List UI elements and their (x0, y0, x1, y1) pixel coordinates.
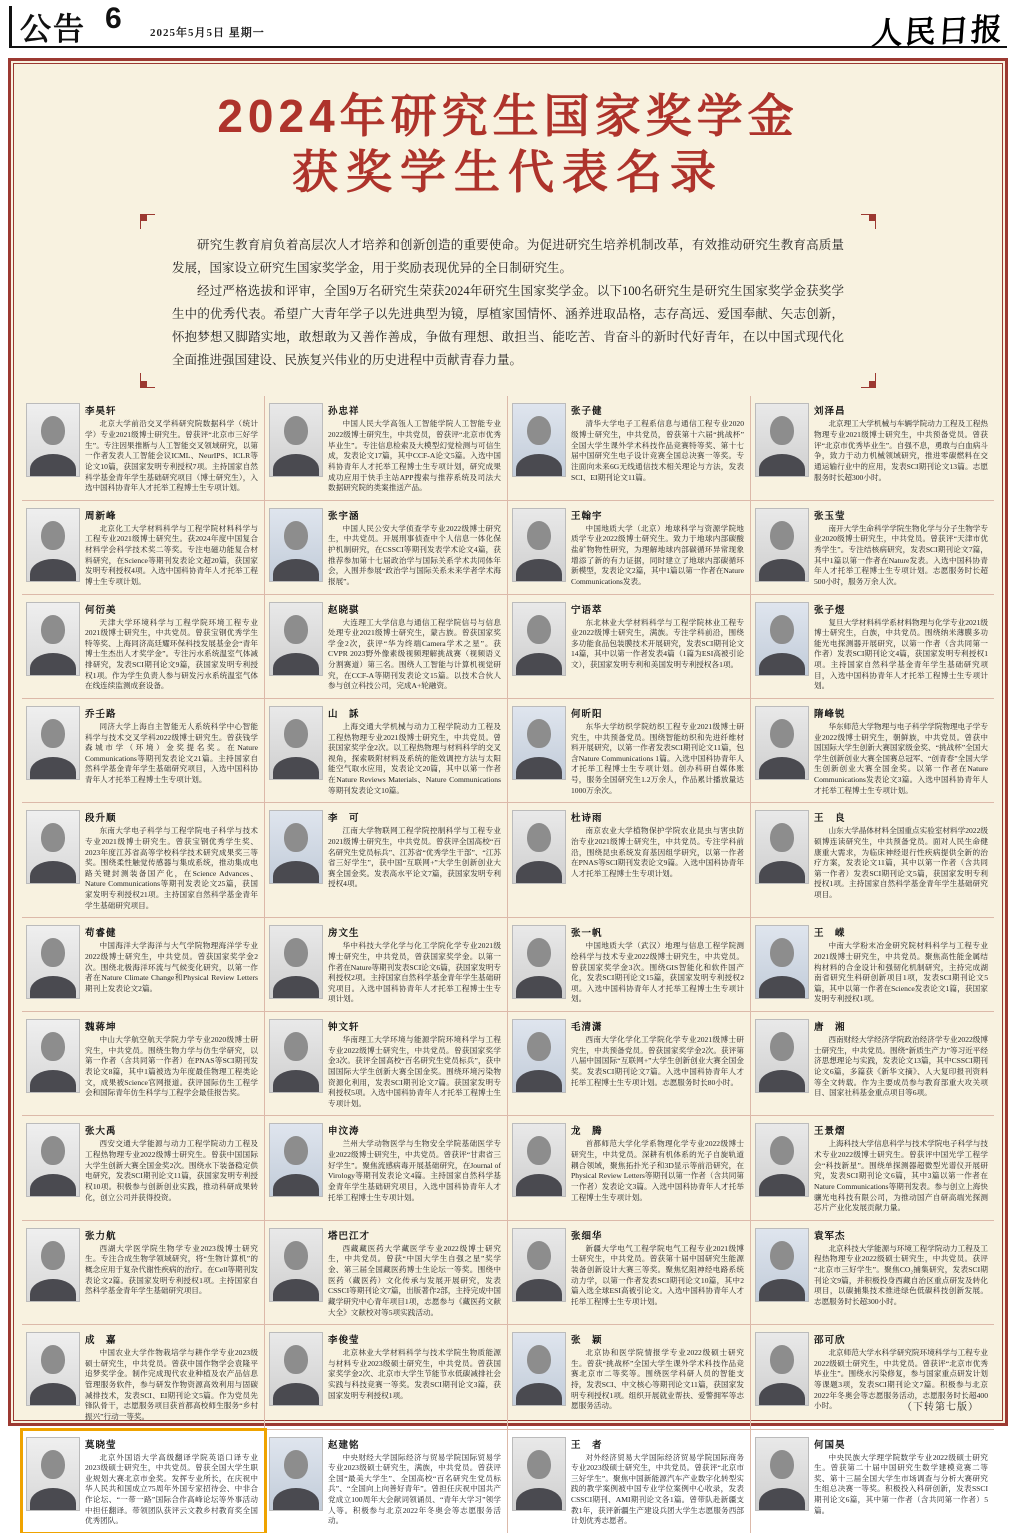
student-photo (512, 1019, 566, 1093)
student-bio: 北京理工大学机械与车辆学院动力工程及工程热物理专业2021级博士研究生，中共预备党员。曾获评“北京市优秀毕业生”。自强不息，勇敢与白血病斗争，致力于动力机械领域研究，推进零碳燃料在交通运输行业中的应用，发表SCI期刊论文13篇。志愿服务时长超300小时。 (814, 419, 988, 482)
portrait-silhouette-icon (30, 861, 76, 884)
corner-ornament-icon (140, 370, 158, 388)
student-bio: 中国人民大学高瓴人工智能学院人工智能专业2022级博士研究生，中共党员，曾获评“北京市优秀毕业生”。专注信息检索及大模型幻觉检测与可信生成，发表论文17篇，其中CCF-A论文5篇。入选中国科协青年人才托举工程博士生专项计划，研究成果成功应用于快手主站APP搜索与推荐系统及司法大数据研究院的类案推送产品。 (328, 419, 501, 493)
student-entry (22, 918, 265, 1012)
portrait-silhouette-icon (527, 1136, 551, 1165)
portrait-silhouette-icon (273, 559, 319, 582)
student-photo (512, 1123, 566, 1197)
page-title (11, 89, 1005, 202)
student-name: 钟文轩 (328, 1022, 360, 1034)
student-entry (22, 595, 265, 699)
portrait-silhouette-icon (273, 454, 319, 477)
student-bio: 华中科技大学化学与化工学院化学专业2021级博士研究生，中共党员，曾获国家奖学金。以第一作者在Nature等期刊发表SCI论文6篇，获国家发明专利授权2项。主持国家自然科学基金青年学生基础研究项目。入选中国科协青年人才托举工程博士生专项计划。 (328, 941, 501, 1004)
student-entry (751, 699, 994, 803)
student-entry (22, 501, 265, 595)
portrait-silhouette-icon (527, 521, 551, 550)
student-name: 袁军杰 (814, 1230, 846, 1242)
student-name: 刘泽昌 (814, 406, 846, 418)
portrait-silhouette-icon (284, 1450, 308, 1479)
portrait-silhouette-icon (527, 1032, 551, 1061)
student-photo (269, 1437, 323, 1511)
portrait-silhouette-icon (41, 938, 65, 967)
portrait-silhouette-icon (273, 861, 319, 884)
header-bottom-rule (9, 46, 1007, 48)
portrait-silhouette-icon (273, 1174, 319, 1197)
student-name: 山 訸 (328, 708, 360, 720)
portrait-silhouette-icon (759, 1383, 805, 1406)
student-name: 莫晓莹 (85, 1439, 117, 1451)
student-name: 魏蒋坤 (85, 1022, 117, 1034)
portrait-silhouette-icon (759, 454, 805, 477)
student-bio: 西湖大学医学院生物学专业2023级博士研究生。专注合成生物学领域研究，将“生物计算机”的概念应用于复杂代谢性疾病的治疗。在Cell等期刊发表论文2篇。获国家发明专利授权1项。主持国家自然科学基金青年学生基础研究项目。 (85, 1243, 258, 1296)
student-entry (508, 501, 751, 595)
portrait-silhouette-icon (284, 719, 308, 748)
student-photo (26, 1437, 80, 1511)
student-entry (751, 1116, 994, 1220)
portrait-silhouette-icon (30, 976, 76, 999)
portrait-silhouette-icon (41, 1450, 65, 1479)
student-entry (508, 699, 751, 803)
student-bio: 西南财经大学经济学院政治经济学专业2022级博士研究生，中共党员。围绕“新质生产力”等习近平经济思想理论与实践，发表论文13篇，其中CSSCI期刊论文6篇，多篇获《新华文摘》、人大复印报刊资料等全文转载。作为主要成员参与教育部重大攻关项目、国家社科基金重点项目等6项。 (814, 1035, 988, 1098)
student-photo (512, 508, 566, 582)
student-bio: 同济大学上海自主智能无人系统科学中心智能科学与技术交叉学科2022级博士研究生。曾获钱学森城市学（环境）金奖提名奖。在Nature Communications等期刊发表论文21篇。主持国家自然科学基金青年学生基础研究项目，入选中国科协青年人才托举工程博士生专项计划。 (85, 721, 258, 785)
student-bio: 北京外国语大学高级翻译学院英语口译专业2023级硕士研究生，中共党员。曾获全国大学生职业规划大赛北京市金奖。发挥专业所长，在庆祝中华人民共和国成立75周年外国专家招待会、中非合作论坛、“一带一路”国际合作高峰论坛等外事活动中担任翻译。带领团队获评云文教乡村教育奖全国优秀团队。 (85, 1452, 258, 1526)
student-photo (26, 1228, 80, 1302)
portrait-silhouette-icon (770, 1032, 794, 1061)
student-entry (751, 1430, 994, 1533)
student-entry (751, 1221, 994, 1325)
portrait-silhouette-icon (30, 1279, 76, 1302)
portrait-silhouette-icon (770, 823, 794, 852)
portrait-silhouette-icon (770, 615, 794, 644)
student-photo (269, 1123, 323, 1197)
portrait-silhouette-icon (770, 416, 794, 445)
student-name: 唐 湘 (814, 1022, 846, 1034)
portrait-silhouette-icon (41, 823, 65, 852)
student-bio: 首都师范大学化学系物理化学专业2022级博士研究生，中共党员。深耕有机体系的光子自旋轨道耦合领域，聚焦拓扑光子和3D显示等前沿研究，在Physical Review Letters等期刊以第一作者（含共同第一作者）发表论文3篇。入选中国科协青年人才托举工程博士生专项计划。 (571, 1139, 744, 1202)
student-entry (751, 803, 994, 918)
portrait-silhouette-icon (41, 615, 65, 644)
announcement-frame (8, 58, 1008, 1526)
portrait-silhouette-icon (284, 416, 308, 445)
portrait-silhouette-icon (273, 1070, 319, 1093)
student-bio: 华南理工大学环境与能源学院环境科学与工程专业2022级博士研究生，中共党员。曾获国家奖学金3次。获评全国高校“百名研究生党员标兵”，获中国国际大学生创新大赛全国金奖。围绕环境污染物资源化利用，发表SCI期刊论文7篇。获国家发明专利授权5项。入选中国科协青年人才托举工程博士生专项计划。 (328, 1035, 501, 1108)
portrait-silhouette-icon (273, 1488, 319, 1511)
portrait-silhouette-icon (770, 1136, 794, 1165)
student-photo (512, 810, 566, 884)
student-photo (269, 925, 323, 999)
student-photo (755, 1228, 809, 1302)
student-name: 王 良 (814, 813, 846, 825)
header-left-rule (9, 6, 12, 46)
student-entry (508, 803, 751, 918)
student-entry (508, 595, 751, 699)
student-photo (755, 925, 809, 999)
student-bio: 中国地质大学（武汉）地理与信息工程学院测绘科学与技术专业2022级博士研究生，中共党员。曾获国家奖学金3次。围绕GIS智能化和软件国产化，发表SCI期刊论文15篇，获国家发明专利授权2项。入选中国科协青年人才托举工程博士生专项计划。 (571, 941, 744, 1004)
student-bio: 中山大学航空航天学院力学专业2020级博士研究生，中共党员。围绕生物力学与仿生学研究，以第一作者（含共同第一作者）在PNAS等SCI期刊发表论文8篇，其中1篇被选为年度最佳物理工程类论文，成果被Science官网报道。获评国际仿生工程学会和国际青年仿生科学与工程学会最佳报告奖。 (85, 1035, 258, 1098)
portrait-silhouette-icon (41, 1136, 65, 1165)
portrait-silhouette-icon (273, 757, 319, 780)
student-entry (508, 1430, 751, 1533)
student-entry (265, 918, 508, 1012)
student-entry (265, 501, 508, 595)
student-name: 成 嘉 (85, 1335, 117, 1347)
student-photo (26, 1019, 80, 1093)
portrait-silhouette-icon (516, 1488, 562, 1511)
portrait-silhouette-icon (516, 861, 562, 884)
student-entry (751, 595, 994, 699)
portrait-silhouette-icon (770, 938, 794, 967)
portrait-silhouette-icon (759, 976, 805, 999)
portrait-silhouette-icon (284, 1241, 308, 1270)
portrait-silhouette-icon (527, 719, 551, 748)
portrait-silhouette-icon (759, 757, 805, 780)
student-photo (269, 706, 323, 780)
student-photo (755, 1019, 809, 1093)
student-bio: 山东大学晶体材料全国重点实验室材料学2022级硕博连读研究生，中共预备党员。面对人民生命健康重大需求，为临床神经退行性疾病提供全新的治疗方案，发表论文11篇，其中以第一作者（含共同第一作者）发表SCI期刊论文5篇，获国家发明专利授权1项。主持国家自然科学基金青年学生基础研究项目。 (814, 826, 988, 900)
student-bio: 上海交通大学机械与动力工程学院动力工程及工程热物理专业2021级博士研究生，中共党员。曾获国家奖学金2次。以工程热物理与材料科学的交叉视角，探索吸附材料及系统的能效调控方法与太阳能空气取水应用，发表论文20篇，其中以第一作者在Nature Reviews Materials、Nature Communications等期刊发表论文10篇。 (328, 721, 501, 795)
portrait-silhouette-icon (41, 1241, 65, 1270)
portrait-silhouette-icon (30, 559, 76, 582)
portrait-silhouette-icon (284, 615, 308, 644)
portrait-silhouette-icon (284, 521, 308, 550)
student-entry (22, 396, 265, 500)
student-entry (265, 699, 508, 803)
student-name: 王 者 (571, 1439, 603, 1451)
student-name: 宁语萃 (571, 604, 603, 616)
student-bio: 中央民族大学理学院数学专业2022级硕士研究生。曾获第二十届中国研究生数学建模竞赛二等奖、第十三届全国大学生市场调查与分析大赛研究生组总决赛一等奖。积极投入科研创新，发表SSCI期刊论文6篇，其中第一作者（含共同第一作者）5篇。 (814, 1452, 988, 1515)
portrait-silhouette-icon (41, 1345, 65, 1374)
student-entry (751, 1325, 994, 1429)
date-line: 2025年5月5日 星期一 (150, 27, 265, 39)
student-bio: 西南大学化学化工学院化学专业2021级博士研究生，中共预备党员。曾获国家奖学金2次。获评第八届中国国际“互联网+”大学生创新创业大赛全国金奖。发表SCI期刊论文7篇。入选中国科协青年人才托举工程博士生专项计划。志愿服务时长80小时。 (571, 1035, 744, 1087)
student-photo (755, 1437, 809, 1511)
student-photo (26, 602, 80, 676)
section-label: 公告 (20, 12, 86, 47)
portrait-silhouette-icon (759, 653, 805, 676)
student-name: 李 可 (328, 813, 360, 825)
portrait-silhouette-icon (516, 976, 562, 999)
student-bio: 中国农业大学作物栽培学与耕作学专业2023级硕士研究生，中共党员。曾获中国作物学会袁隆平追梦奖学金。制作完成现代农业种植及农产品信息管理服务软件，参与研发作物资源高效利用与固碳减排技术，发表SCI、EI期刊论文5篇。作为党员先锋队骨干，志愿服务项目获首都高校师生服务“乡村振兴”行动一等奖。 (85, 1348, 258, 1421)
student-photo (26, 1332, 80, 1406)
portrait-silhouette-icon (30, 1174, 76, 1197)
portrait-silhouette-icon (527, 1345, 551, 1374)
portrait-silhouette-icon (770, 1241, 794, 1270)
student-bio: 西安交通大学能源与动力工程学院动力工程及工程热物理专业2022级博士研究生。曾获中国国际大学生创新大赛全国金奖2次。围绕水下装备稳定供电研究，发表SCI期刊论文11篇，获国家发明专利授权10项。积极参与创新创业实践，推动科研成果转化，创立公司并获得投资。 (85, 1139, 258, 1202)
entries-grid (22, 396, 994, 1533)
portrait-silhouette-icon (284, 1136, 308, 1165)
student-bio: 西藏藏医药大学藏医学专业2022级博士研究生，中共党员。曾获“中国大学生自强之星”奖学金、第三届全国藏医药博士生论坛一等奖。围绕中医药（藏医药）文化传承与发展开展研究，发表CSSCI等期刊论文7篇，出版著作2部，主持完成中国藏学研究中心青年项目1项，志愿参与《藏医药文献大全》文献校对等5项实践活动。 (328, 1243, 501, 1317)
student-name: 何昕阳 (571, 708, 603, 720)
title-line-1: 2024年研究生国家奖学金 (217, 90, 799, 142)
student-entry (22, 1221, 265, 1325)
portrait-silhouette-icon (284, 823, 308, 852)
student-name: 张大禹 (85, 1126, 117, 1138)
student-name: 房文生 (328, 928, 360, 940)
student-entry (22, 1430, 265, 1533)
student-name: 孙忠祥 (328, 406, 360, 418)
student-bio: 清华大学电子工程系信息与通信工程专业2020级博士研究生，中共党员，曾获第十六届“挑战杯”全国大学生课外学术科技作品竞赛特等奖、第十七届中国研究生电子设计竞赛全国总决赛一等奖。专注面向未来6G无线通信技术相关理论与方法，发表SCI、EI期刊论文11篇。 (571, 419, 744, 482)
portrait-silhouette-icon (759, 861, 805, 884)
student-photo (755, 403, 809, 477)
portrait-silhouette-icon (527, 823, 551, 852)
corner-ornament-icon (858, 370, 876, 388)
student-name: 张力航 (85, 1230, 117, 1242)
portrait-silhouette-icon (273, 976, 319, 999)
masthead-logo: 人民日报 (870, 11, 1006, 52)
student-entry (508, 1012, 751, 1116)
student-entry (22, 803, 265, 918)
student-photo (512, 1437, 566, 1511)
student-name: 何国昊 (814, 1439, 846, 1451)
portrait-silhouette-icon (41, 521, 65, 550)
student-name: 何衍美 (85, 604, 117, 616)
student-photo (269, 810, 323, 884)
portrait-silhouette-icon (527, 615, 551, 644)
portrait-silhouette-icon (516, 1070, 562, 1093)
student-name: 张子煜 (814, 604, 846, 616)
student-photo (512, 706, 566, 780)
portrait-silhouette-icon (30, 757, 76, 780)
student-entry (265, 1221, 508, 1325)
student-name: 乔壬路 (85, 708, 117, 720)
student-name: 段升顺 (85, 813, 117, 825)
student-entry (265, 803, 508, 918)
portrait-silhouette-icon (527, 416, 551, 445)
student-bio: 大连理工大学信息与通信工程学院信号与信息处理专业2021级博士研究生，蒙古族。曾获国家奖学金2次，获评“华为终端Camera学术之星”。获CVPR 2023野外像素级视频理解挑战赛（视频语义分割赛道）第三名。围绕人工智能与计算机视觉研究，在CCF-A等期刊发表论文15篇。以技术合伙人参与创立科技公司，完成A+轮融资。 (328, 617, 501, 691)
student-bio: 天津大学环境科学与工程学院环境工程专业2021级博士研究生，中共党员。曾获宝钢优秀学生特等奖、上海同济高廷耀环保科技发展基金会“青年博士生杰出人才奖学金”。专注污水系统温室气体减排研究，发表SCI期刊论文9篇，获国家发明专利授权1项。作为学生负责人参与研发污水系统温室气体在线连续监测成套设备。 (85, 617, 258, 691)
student-entry (265, 396, 508, 500)
portrait-silhouette-icon (30, 1488, 76, 1511)
portrait-silhouette-icon (284, 1345, 308, 1374)
student-name: 龙 腾 (571, 1126, 603, 1138)
portrait-silhouette-icon (30, 454, 76, 477)
student-entry (508, 918, 751, 1012)
student-bio: 中国人民公安大学侦查学专业2022级博士研究生，中共党员。开展刑事侦查中个人信息一体化保护机制研究，在CSSCI等期刊发表学术论文4篇，获推荐参加第十七届政治学与国际关系学术共同体年会，入围并参展“政治学与国际关系未来学者学术海报展”。 (328, 523, 501, 586)
student-photo (269, 1228, 323, 1302)
student-entry (751, 1012, 994, 1116)
portrait-silhouette-icon (759, 559, 805, 582)
student-photo (26, 403, 80, 477)
student-photo (755, 1123, 809, 1197)
student-name: 杜诗雨 (571, 813, 603, 825)
portrait-silhouette-icon (770, 1450, 794, 1479)
portrait-silhouette-icon (770, 719, 794, 748)
student-entry (508, 1221, 751, 1325)
student-entry (265, 1325, 508, 1429)
student-photo (269, 508, 323, 582)
student-bio: 南开大学生命科学学院生物化学与分子生物学专业2020级博士研究生，中共党员。曾获评“天津市优秀学生”。专注结核病研究，发表SCI期刊论文7篇，其中1篇以第一作者在Nature发表。入选中国科协青年人才托举工程博士生专项计划。志愿服务时长超500小时，服务万余人次。 (814, 523, 988, 586)
student-name: 张玉莹 (814, 510, 846, 522)
student-name: 邵可欣 (814, 1335, 846, 1347)
portrait-silhouette-icon (516, 454, 562, 477)
student-entry (751, 918, 994, 1012)
student-bio: 上海科技大学信息科学与技术学院电子科学与技术专业2022级博士研究生。曾获评中国光学工程学会“科技新星”。围绕单探测器超微型光谱仪开展研究，发表SCI期刊论文6篇，其中3篇以第一作者在Nature Communications等期刊发表。参与创立上海快骧光电科技有限公司，为推动国产自研高端光探测芯片产业化发展贡献力量。 (814, 1139, 988, 1213)
student-name: 张一帆 (571, 928, 603, 940)
portrait-silhouette-icon (527, 1241, 551, 1270)
student-bio: 东南大学电子科学与工程学院电子科学与技术专业2021级博士研究生。曾获宝钢优秀学生奖、2023年度江苏省高等学校科学技术研究成果奖三等奖。围绕柔性触觉传感器与集成系统，推动集成电路关键封测装备国产化，在Science Advances、Nature Communications等期刊发表论文25篇，获国家发明专利授权21项。主持国家自然科学基金青年学生基础研究项目。 (85, 826, 258, 910)
portrait-silhouette-icon (516, 1383, 562, 1406)
student-photo (269, 1332, 323, 1406)
student-bio: 北京化工大学材料科学与工程学院材料科学与工程专业2021级博士研究生。获2024年度中国复合材料学会科学技术奖二等奖。专注电磁功能复合材料研究，在Science等期刊发表论文超20篇，获国家发明专利授权4项。入选中国科协青年人才托举工程博士生专项计划。 (85, 523, 258, 586)
portrait-silhouette-icon (516, 559, 562, 582)
student-bio: 江南大学物联网工程学院控制科学与工程专业2021级博士研究生，中共党员。曾获评全国高校“百名研究生党员标兵”、江苏省“优秀学生干部”、“江苏省三好学生”，获中国“互联网+”大学生创新创业大赛全国金奖。发表高水平论文7篇，获国家发明专利授权4项。 (328, 826, 501, 889)
student-photo (755, 1332, 809, 1406)
student-bio: 对外经济贸易大学国际经济贸易学院国际商务专业2023级硕士研究生，中共党员。曾获评“北京市三好学生”。聚焦中国新能源汽车产业数字化转型实践的教学案例被中国专业学位案例中心收录，发表CSSCI期刊、AMI期刊论文各1篇。曾带队赴新疆支教1年，获评新疆生产建设兵团大学生志愿服务西部计划优秀志愿者。 (571, 1452, 744, 1526)
portrait-silhouette-icon (516, 1279, 562, 1302)
student-name: 张细华 (571, 1230, 603, 1242)
portrait-silhouette-icon (284, 938, 308, 967)
portrait-silhouette-icon (516, 1174, 562, 1197)
student-name: 李俊莹 (328, 1335, 360, 1347)
student-photo (755, 706, 809, 780)
student-bio: 东北林业大学材料科学与工程学院林业工程专业2022级博士研究生，满族。专注学科前沿，围绕多功能食品包装膜技术开展研究，发表SCI期刊论文14篇，其中以第一作者发表4篇（1篇为ESI高被引论文），获国家发明专利和美国发明专利授权各1项。 (571, 617, 744, 670)
page-header (0, 0, 1016, 52)
page-number: 6 (105, 2, 122, 35)
student-bio: 北京林业大学材料科学与技术学院生物质能源与材料专业2023级硕士研究生，中共党员。曾获国家奖学金2次、北京市大学生节能节水低碳减排社会实践与科技竞赛一等奖。发表SCI期刊论文3篇，获国家发明专利授权1项。 (328, 1348, 501, 1400)
student-photo (269, 1019, 323, 1093)
student-bio: 北京大学前沿交叉学科研究院数据科学（统计学）专业2021级博士研究生。曾获评“北京市三好学生”。专注因果推断与人工智能交叉领域研究，以第一作者发表人工智能会议ICML、NeurIPS、ICLR等论文10篇，获国家发明专利授权7项。主持国家自然科学基金青年学生基础研究项目（博士研究生），入选中国科协青年人才托举工程博士生专项计划。 (85, 419, 258, 493)
student-bio: 北京科技大学能源与环境工程学院动力工程及工程热物理专业2022级硕士研究生，中共党员。获评“北京市三好学生”。聚焦CO₂捕集研究，发表SCI期刊论文9篇，并积极投身西藏自治区重点研发及转化项目，以碳捕集技术推进绿色低碳科技创新发展。志愿服务时长超300小时。 (814, 1243, 988, 1306)
student-name: 李昊轩 (85, 406, 117, 418)
corner-ornament-icon (140, 214, 158, 232)
student-name: 毛清潇 (571, 1022, 603, 1034)
student-bio: 新疆大学电气工程学院电气工程专业2021级博士研究生，中共党员。曾获第十届中国研究生能源装备创新设计大赛三等奖。聚焦忆阻神经电路系统动力学，以第一作者发表SCI期刊论文10篇，其中2篇入选全球ESI高被引论文。入选中国科协青年人才托举工程博士生专项计划。 (571, 1243, 744, 1306)
student-photo (26, 925, 80, 999)
student-name: 王 嵘 (814, 928, 846, 940)
portrait-silhouette-icon (770, 1345, 794, 1374)
student-photo (512, 1228, 566, 1302)
student-photo (512, 925, 566, 999)
student-photo (26, 508, 80, 582)
portrait-silhouette-icon (30, 1070, 76, 1093)
portrait-silhouette-icon (759, 1174, 805, 1197)
portrait-silhouette-icon (527, 938, 551, 967)
student-photo (26, 810, 80, 884)
student-photo (755, 810, 809, 884)
student-bio: 南京农业大学植物保护学院农业昆虫与害虫防治专业2021级博士研究生，中共党员。专注学科前沿，围绕昆虫系统发育基因组学研究，以第一作者在PNAS等SCI期刊发表论文9篇。入选中国科协青年人才托举工程博士生专项计划。 (571, 826, 744, 878)
intro-box (146, 218, 870, 387)
student-photo (512, 602, 566, 676)
student-photo (26, 1123, 80, 1197)
student-photo (755, 508, 809, 582)
student-bio: 中南大学粉末冶金研究院材料科学与工程专业2021级博士研究生，中共党员。聚焦高性能金属结构材料的合金设计和强韧化机制研究，主持完成湖南省研究生科研创新项目1项，发表SCI期刊论文5篇，其中以第一作者在Science发表论文1篇，获国家发明专利授权1项。 (814, 941, 988, 1004)
student-bio: 中国海洋大学海洋与大气学院物理海洋学专业2022级博士研究生，中共党员。曾获国家奖学金2次。围绕北极海洋环流与气候变化研究，以第一作者在Nature Climate Change和Physical Review Letters期刊上发表论文2篇。 (85, 941, 258, 993)
student-bio: 兰州大学动物医学与生物安全学院基础医学专业2022级博士研究生，中共党员。曾获评“甘肃省三好学生”。聚焦流感病毒开展基础研究，在Journal of Virology等期刊发表论文4篇。主持国家自然科学基金青年学生基础研究项目，入选中国科协青年人才托举工程博士生专项计划。 (328, 1139, 501, 1202)
student-entry (751, 396, 994, 500)
portrait-silhouette-icon (527, 1450, 551, 1479)
student-entry (22, 1012, 265, 1116)
student-name: 申汶涛 (328, 1126, 360, 1138)
student-bio: 北京师范大学水科学研究院环境科学与工程专业2022级硕士研究生，中共党员。曾获评“北京市优秀毕业生”。围绕水污染修复，参与国家重点研发计划等课题3项，发表SCI期刊论文7篇。积极参与北京2022年冬奥会等志愿服务活动，志愿服务时长超400小时。 (814, 1348, 988, 1411)
student-bio: 东华大学纺织学院纺织工程专业2021级博士研究生，中共预备党员。围绕智能纺织和先进纤维材料开展研究，以第一作者发表SCI期刊论文11篇，包含Nature Communications 1篇。入选中国科协青年人才托举工程博士生专项计划。创办科研自媒体账号，服务全国研究生1.2万余人，作品累计播放量达1000万余次。 (571, 721, 744, 795)
student-photo (269, 602, 323, 676)
student-name: 张 颖 (571, 1335, 603, 1347)
student-bio: 北京协和医学院情报学专业2022级硕士研究生。曾获“挑战杯”全国大学生课外学术科技作品竞赛北京市二等奖等。围绕医学科研人员的智能支持，发表SCI、中文核心等期刊论文11篇，获国家发明专利授权1项。组织开展就业帮扶、爱警拥军等志愿服务活动。 (571, 1348, 744, 1411)
student-bio: 复旦大学材料科学系材料物理与化学专业2021级博士研究生，白族，中共党员。围绕纳米薄膜多功能光电探测器开展研究，以第一作者（含共同第一作者）发表SCI期刊论文4篇，获国家发明专利授权1项。主持国家自然科学基金青年学生基础研究项目，入选中国科协青年人才托举工程博士生专项计划。 (814, 617, 988, 691)
student-name: 隋峰锐 (814, 708, 846, 720)
student-entry (22, 1325, 265, 1429)
student-name: 塔巴江才 (328, 1230, 371, 1242)
portrait-silhouette-icon (273, 1383, 319, 1406)
portrait-silhouette-icon (41, 719, 65, 748)
student-bio: 华东师范大学物理与电子科学学院物理电子学专业2022级博士研究生，朝鲜族，中共党员。曾获中国国际大学生创新大赛国家级金奖、“挑战杯”全国大学生创新创业大赛全国赛总冠军、“创青春”全国大学生创新创业大赛全国金奖。以第一作者在Nature Communications发表论文3篇。入选中国科协青年人才托举工程博士生专项计划。 (814, 721, 988, 795)
student-entry (22, 1116, 265, 1220)
student-name: 赵建铭 (328, 1439, 360, 1451)
student-bio: 中国地质大学（北京）地球科学与资源学院地质学专业2022级博士研究生。致力于地球内部碳酸盐矿物物性研究，为理解地球内部碳循环异常现象增添了新的有力证据，同时建立了地球内部碳循环新模型，发表论文2篇，其中1篇以第一作者在Nature Communications发表。 (571, 523, 744, 586)
student-entry (265, 1430, 508, 1533)
continuation-note: （下转第七版） (902, 1402, 979, 1413)
student-photo (512, 1332, 566, 1406)
intro-paragraph: 研究生教育肩负着高层次人才培养和创新创造的重要使命。为促进研究生培养机制改革，有效推动研究生教育高质量发展，国家设立研究生国家奖学金，用于奖励表现优异的全日制研究生。 (172, 237, 844, 275)
student-entry (508, 396, 751, 500)
student-name: 王景熠 (814, 1126, 846, 1138)
portrait-silhouette-icon (770, 521, 794, 550)
student-photo (512, 403, 566, 477)
student-name: 赵晓骐 (328, 604, 360, 616)
student-entry (751, 501, 994, 595)
portrait-silhouette-icon (516, 757, 562, 780)
portrait-silhouette-icon (284, 1032, 308, 1061)
student-entry (508, 1116, 751, 1220)
student-name: 张子健 (571, 406, 603, 418)
portrait-silhouette-icon (759, 1279, 805, 1302)
title-line-2: 获奖学生代表名录 (292, 146, 724, 199)
portrait-silhouette-icon (30, 653, 76, 676)
corner-ornament-icon (858, 214, 876, 232)
portrait-silhouette-icon (273, 653, 319, 676)
portrait-silhouette-icon (41, 1032, 65, 1061)
student-name: 王翰宇 (571, 510, 603, 522)
student-entry (508, 1325, 751, 1429)
student-name: 苟睿健 (85, 928, 117, 940)
student-entry (22, 699, 265, 803)
student-bio: 中央财经大学国际经济与贸易学院国际贸易学专业2023级硕士研究生，满族，中共党员。曾获评全国“最美大学生”、全国高校“百名研究生党员标兵”、“全国向上向善好青年”。曾担任庆祝中国共产党成立100周年大会献词领诵员、“青年大学习”领学人等。积极参与北京2022年冬奥会等志愿服务活动。 (328, 1452, 501, 1526)
student-entry (265, 1116, 508, 1220)
portrait-silhouette-icon (273, 1279, 319, 1302)
portrait-silhouette-icon (41, 416, 65, 445)
student-entry (265, 595, 508, 699)
student-photo (269, 403, 323, 477)
intro-paragraph: 经过严格选拔和评审，全国9万名研究生荣获2024年研究生国家奖学金。以下100名研究生是研究生国家奖学金获奖学生中的优秀代表。希望广大青年学子以先进典型为镜，厚植家国情怀、涵养进取品格，志存高远、爱国奉献、矢志创新，怀抱梦想又脚踏实地，敢想敢为又善作善成，争做有理想、敢担当、能吃苦、肯奋斗的新时代好青年，在以中国式现代化全面推进强国建设、民族复兴伟业的历史进程中贡献青春力量。 (172, 283, 844, 368)
student-photo (755, 602, 809, 676)
portrait-silhouette-icon (759, 1488, 805, 1511)
student-entry (265, 1012, 508, 1116)
portrait-silhouette-icon (759, 1070, 805, 1093)
student-name: 张宇涵 (328, 510, 360, 522)
portrait-silhouette-icon (516, 653, 562, 676)
portrait-silhouette-icon (30, 1383, 76, 1406)
student-photo (26, 706, 80, 780)
student-name: 周新峰 (85, 510, 117, 522)
